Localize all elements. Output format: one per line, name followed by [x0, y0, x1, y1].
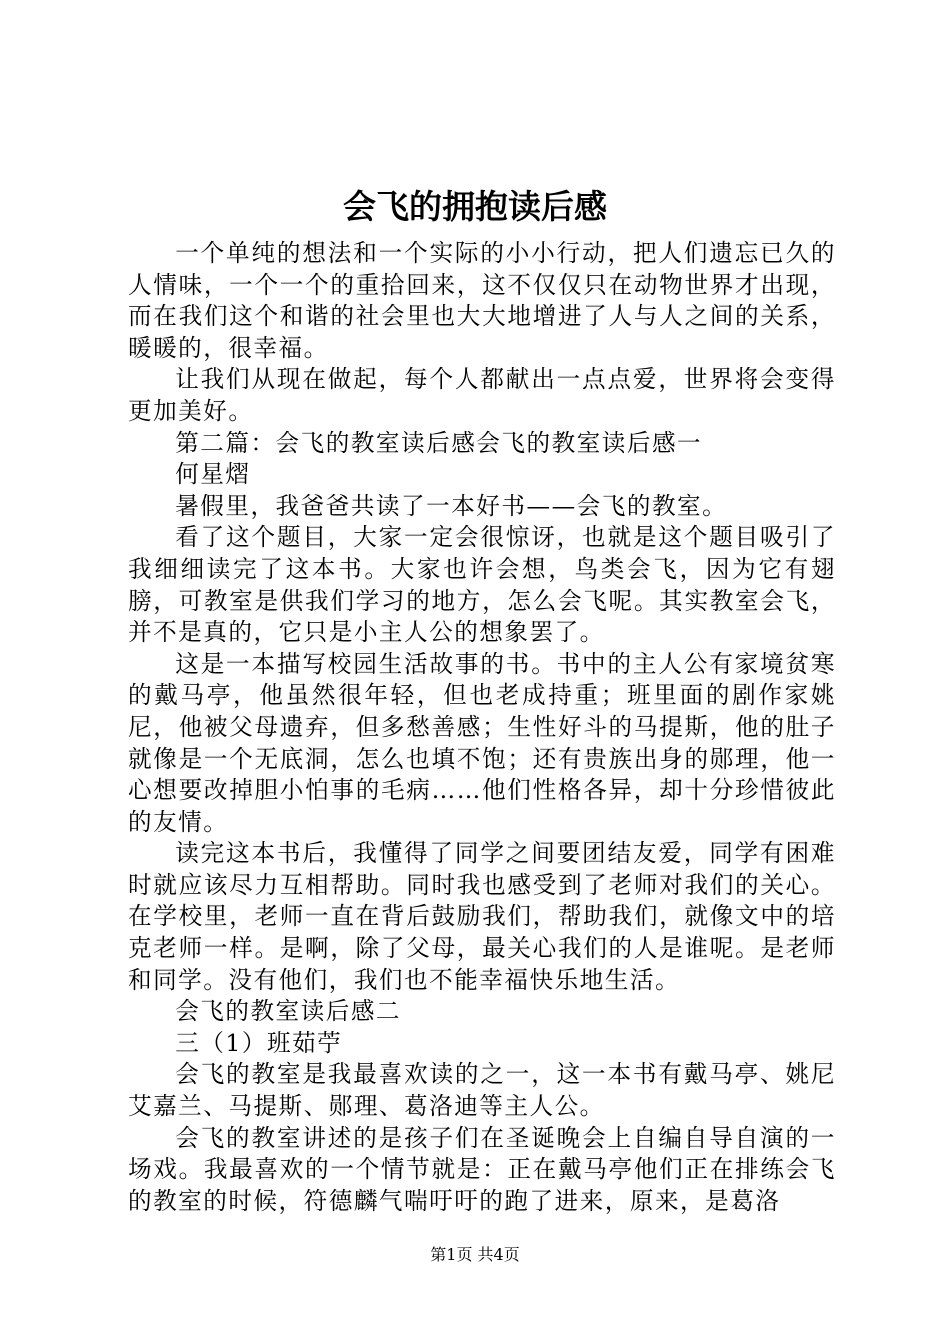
document-title: 会飞的拥抱读后感	[343, 187, 607, 226]
paragraph: 会飞的教室讲述的是孩子们在圣诞晚会上自编自导自演的一场戏。我最喜欢的一个情节就是：正在戴马亭他们正在排练会飞的教室的时候，符德麟气喘吁吁的跑了进来，原来，是葛洛	[128, 1123, 836, 1215]
paragraph: 这是一本描写校园生活故事的书。书中的主人公有家境贫寒的戴马亭，他虽然很年轻，但也老成持重；班里面的剧作家姚尼，他被父母遗弃，但多愁善感；生性好斗的马提斯，他的肚子就像是一个无底洞，怎么也填不饱；还有贵族出身的郧理，他一心想要改掉胆小怕事的毛病……他们性格各异，却十分珍惜彼此的友情。	[128, 649, 836, 836]
section-heading: 会飞的教室读后感二	[175, 997, 402, 1026]
paragraph: 一个单纯的想法和一个实际的小小行动，把人们遗忘已久的人情味，一个一个的重拾回来，这不仅仅只在动物世界才出现，而在我们这个和谐的社会里也大大地增进了人与人之间的关系，暖暖的，很幸福。	[128, 239, 836, 362]
paragraph: 会飞的教室是我最喜欢读的之一，这一本书有戴马亭、姚尼艾嘉兰、马提斯、郧理、葛洛迪等主人公。	[128, 1060, 836, 1121]
author-name: 何星熠	[175, 460, 251, 489]
paragraph: 让我们从现在做起，每个人都献出一点点爱，世界将会变得更加美好。	[128, 365, 836, 425]
paragraph: 读完这本书后，我懂得了同学之间要团结友爱，同学有困难时就应该尽力互相帮助。同时我也感受到了老师对我们的关心。在学校里，老师一直在背后鼓励我们，帮助我们，就像文中的培克老师一样。是啊，除了父母，最关心我们的人是谁呢。是老师和同学。没有他们，我们也不能幸福快乐地生活。	[128, 839, 836, 994]
paragraph: 看了这个题目，大家一定会很惊讶，也就是这个题目吸引了我细细读完了这本书。大家也许会想，鸟类会飞，因为它有翅膀，可教室是供我们学习的地方，怎么会飞呢。其实教室会飞，并不是真的，它只是小主人公的想象罢了。	[128, 523, 836, 647]
paragraph: 暑假里，我爸爸共读了一本好书——会飞的教室。	[175, 491, 728, 520]
section-heading: 第二篇：会飞的教室读后感会飞的教室读后感一	[175, 428, 703, 457]
document-body	[128, 238, 836, 1217]
author-name: 三（1）班茹苧	[175, 1028, 343, 1057]
page-footer: 第1页 共4页	[430, 1245, 520, 1264]
